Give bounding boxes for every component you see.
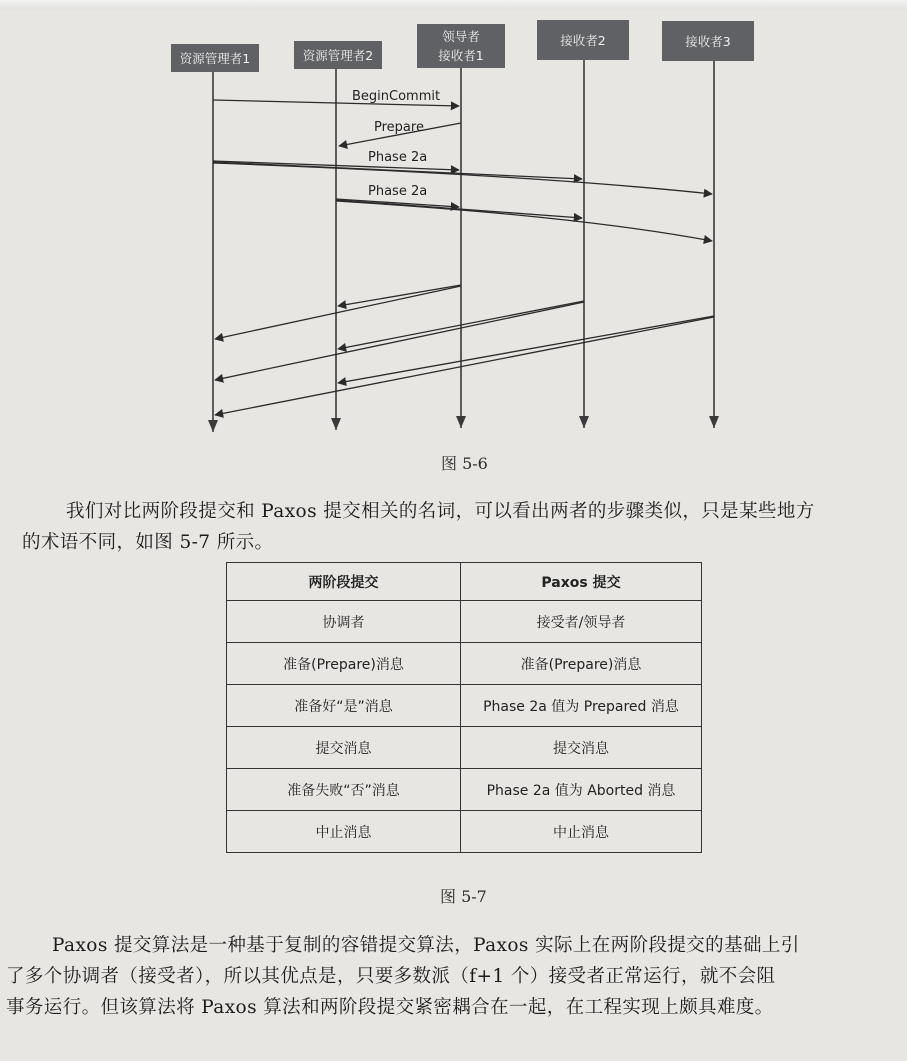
msg-reply-leader-rm1: [215, 286, 461, 339]
participant-label-rm2: 资源管理者2: [302, 48, 374, 63]
participant-label-acceptor2: 接收者2: [560, 33, 606, 48]
table-cell: 接受者/领导者: [461, 601, 702, 643]
figure-caption-5-7: 图 5-7: [440, 887, 487, 906]
msg-phase2a-rm2-leader: [336, 199, 459, 207]
msg-label-phase2a-2: Phase 2a: [368, 184, 428, 199]
participant-label-rm1: 资源管理者1: [179, 51, 251, 66]
table-row: [227, 727, 702, 769]
table-cell: 准备好“是”消息: [227, 685, 461, 727]
comparison-table: [226, 562, 702, 853]
table-cell: 协调者: [227, 601, 461, 643]
table-row: [227, 643, 702, 685]
msg-phase2a-rm1-acc3: [213, 163, 712, 194]
msg-reply-acc3-rm1: [215, 317, 714, 415]
table-cell: 准备(Prepare)消息: [461, 643, 702, 685]
table-row: [227, 811, 702, 853]
figure-caption-5-6: 图 5-6: [441, 454, 488, 473]
table-header-cell: 两阶段提交: [227, 563, 461, 601]
participant-label-acceptor3: 接收者3: [685, 34, 731, 49]
table-cell: 中止消息: [227, 811, 461, 853]
participant-label-leader-line2: 接收者1: [438, 48, 484, 63]
msg-label-prepare: Prepare: [374, 120, 424, 135]
paragraph-line: 事务运行。但该算法将 Paxos 算法和两阶段提交紧密耦合在一起，在工程实现上颇具难度。: [6, 997, 774, 1018]
table-header-row: [227, 563, 702, 601]
table-cell: Phase 2a 值为 Prepared 消息: [461, 685, 702, 727]
table-cell: 准备(Prepare)消息: [227, 643, 461, 685]
msg-phase2a-rm2-acc3: [336, 201, 712, 241]
table-cell: 提交消息: [227, 727, 461, 769]
paragraph-paxos-commit: [6, 930, 800, 1023]
table-row: [227, 769, 702, 811]
paragraph-line: 的术语不同，如图 5-7 所示。: [22, 532, 274, 553]
msg-reply-acc2-rm1: [215, 302, 584, 380]
paragraph-comparison-intro: [22, 496, 815, 558]
msg-label-phase2a-1: Phase 2a: [368, 150, 428, 165]
table-cell: 中止消息: [461, 811, 702, 853]
table-cell: 准备失败“否”消息: [227, 769, 461, 811]
table-header-cell: Paxos 提交: [461, 563, 702, 601]
msg-reply-acc3-rm2: [338, 316, 714, 383]
table-row: [227, 685, 702, 727]
msg-label-begincommit: BeginCommit: [352, 89, 441, 104]
participant-label-leader-line1: 领导者: [442, 29, 480, 44]
table-cell: Phase 2a 值为 Aborted 消息: [461, 769, 702, 811]
table-row: [227, 601, 702, 643]
paragraph-line: 我们对比两阶段提交和 Paxos 提交相关的名词，可以看出两者的步骤类似，只是某些地方: [66, 501, 815, 522]
msg-reply-leader-rm2: [338, 285, 461, 306]
paragraph-line: 了多个协调者（接受者），所以其优点是，只要多数派（f+1 个）接受者正常运行，就不会阻: [6, 966, 776, 987]
sequence-diagram: [0, 0, 907, 480]
table-cell: 提交消息: [461, 727, 702, 769]
msg-phase2a-rm2-acc2: [336, 200, 582, 218]
paragraph-line: Paxos 提交算法是一种基于复制的容错提交算法，Paxos 实际上在两阶段提交的基础上引: [52, 935, 800, 956]
